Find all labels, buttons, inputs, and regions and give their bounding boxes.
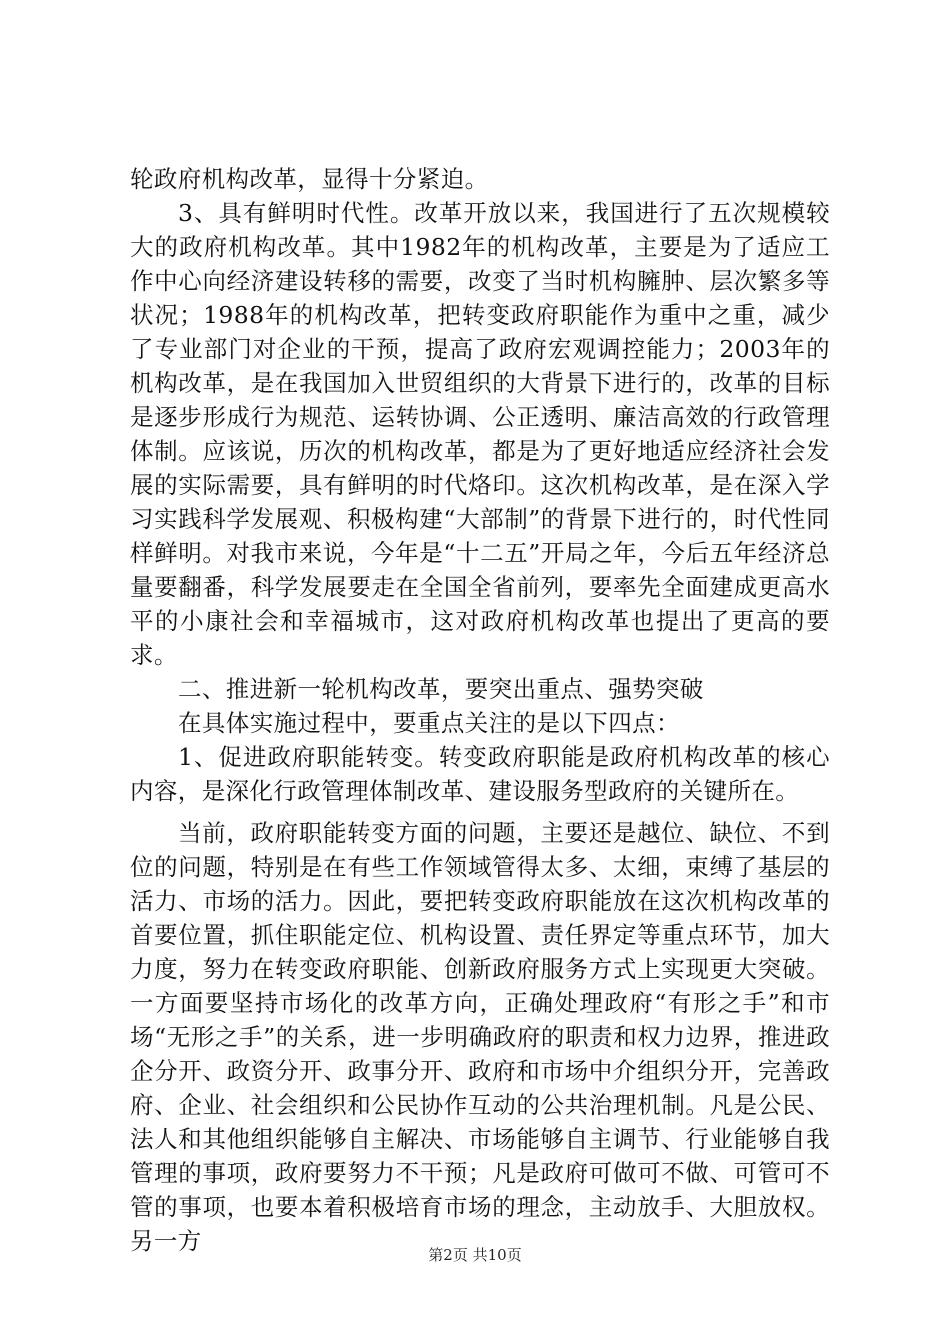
paragraph-intro: 在具体实施过程中，要重点关注的是以下四点： — [178, 709, 680, 737]
section-heading-2: 二、推进新一轮机构改革，要突出重点、强势突破 — [178, 675, 704, 703]
paragraph-continuation: 轮政府机构改革，显得十分紧迫。 — [130, 165, 489, 193]
paragraph-current-issues: 当前，政府职能转变方面的问题，主要还是越位、缺位、不到位的问题，特别是在有些工作领域管得太多、太细，束缚了基层的活力、市场的活力。因此，要把转变政府职能放在这次机构改革的首要位置，抓住职能定位、机构设置、责任界定等重点环节，加大力度，努力在转变政府职能、创新政府服务方式上实现更大突破。一方面要坚持市场化的改革方向，正确处理政府“有形之手”和市场“无形之手”的关系，进一步明确政府的职责和权力边界，推进政企分开、政资分开、政事分开、政府和市场中介组织分开，完善政府、企业、社会组织和公民协作互动的公共治理机制。凡是公民、法人和其他组织能够自主解决、市场能够自主调节、行业能够自我管理的事项，政府要努力不干预；凡是政府可做可不做、可管可不管的事项，也要本着积极培育市场的理念，主动放手、大胆放权。另一方 — [130, 819, 830, 1255]
paragraph-point-1: 1、促进政府职能转变。转变政府职能是政府机构改革的核心内容，是深化行政管理体制改革、建设服务型政府的关键所在。 — [130, 743, 830, 805]
page-number-footer: 第2页 共10页 — [428, 1246, 522, 1264]
paragraph-point-3: 3、具有鲜明时代性。改革开放以来，我国进行了五次规模较大的政府机构改革。其中1982年的机构改革，主要是为了适应工作中心向经济建设转移的需要，改变了当时机构臃肿、层次繁多等状况；1988年的机构改革，把转变政府职能作为重中之重，减少了专业部门对企业的干预，提高了政府宏观调控能力；2003年的机构改革，是在我国加入世贸组织的大背景下进行的，改革的目标是逐步形成行为规范、运转协调、公正透明、廉洁高效的行政管理体制。应该说，历次的机构改革，都是为了更好地适应经济社会发展的实际需要，具有鲜明的时代烙印。这次机构改革，是在深入学习实践科学发展观、积极构建“大部制”的背景下进行的，时代性同样鲜明。对我市来说，今年是“十二五”开局之年，今后五年经济总量要翻番，科学发展要走在全国全省前列，要率先全面建成更高水平的小康社会和幸福城市，这对政府机构改革也提出了更高的要求。 — [130, 199, 830, 669]
document-body — [130, 162, 830, 1258]
